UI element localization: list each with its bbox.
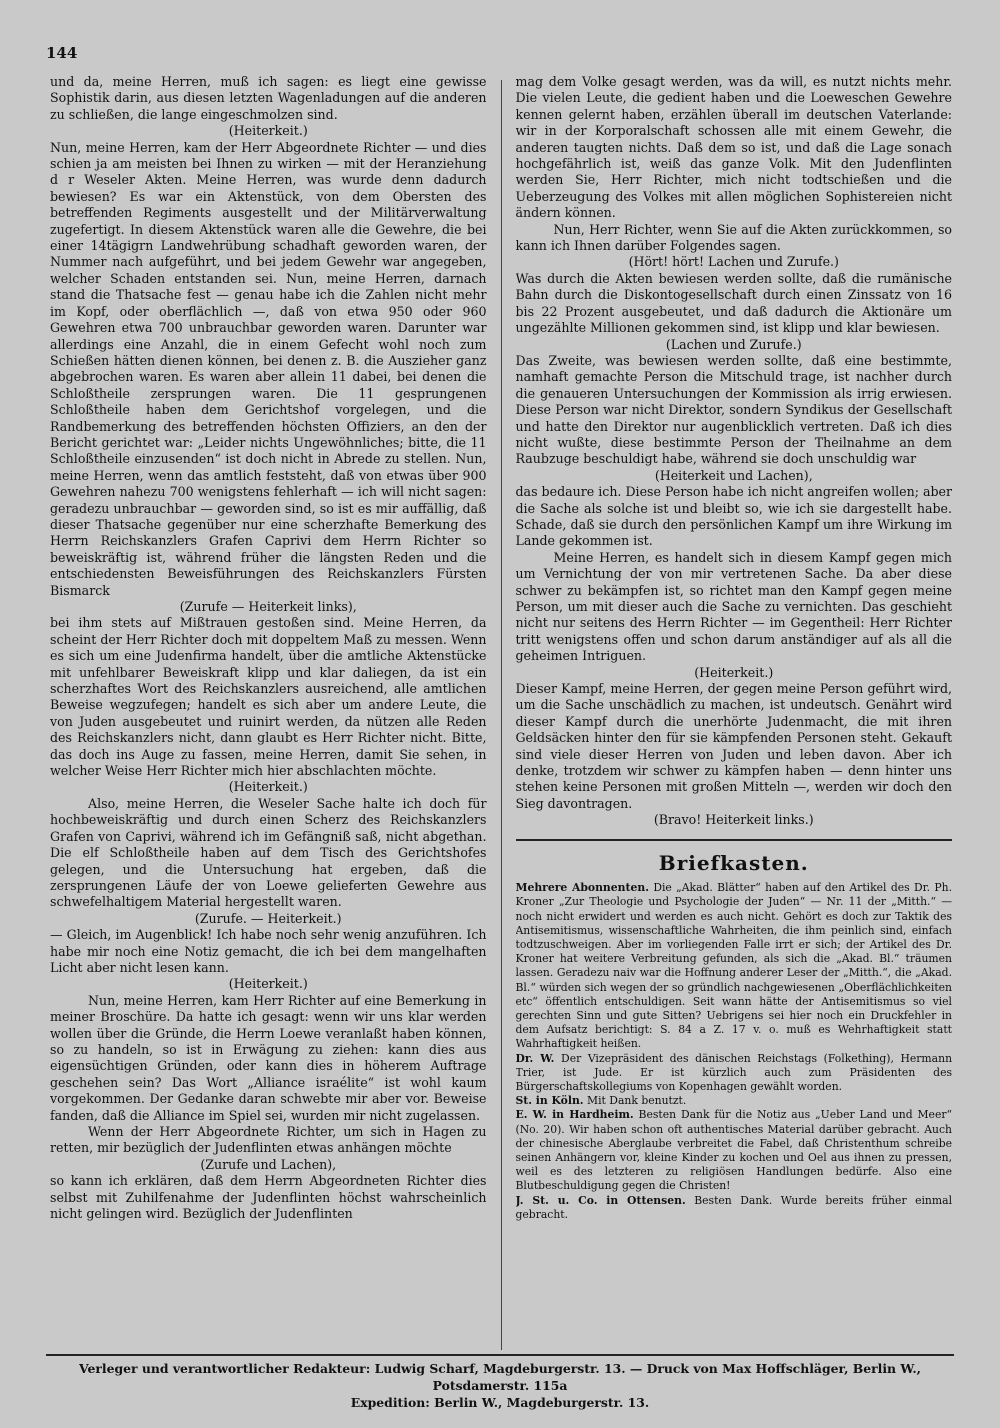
imprint-line-publisher: Verleger und verantwortlicher Redakteur: Ludwig Scharf, Magdeburgerstr. 13. — Druck von Max Hoffschläger, Berlin W., Potsdamerstr. 115a [79,1361,921,1393]
letterbox-entries [516,881,953,1222]
stage-direction: (Heiterkeit.) [228,976,308,992]
stage-direction: (Bravo! Heiterkeit links.) [653,812,814,828]
letterbox-text: Besten Dank für die Notiz aus „Ueber Land und Meer“ (No. 20). Wir haben schon oft authentisches Material darüber gebracht. Auch der chinesische Aberglaube verbreitet die Fabel, daß Christenthum schreibe seinen Anhängern vor, kleine Kinder zu kochen und Oel aus ihnen zu pressen, weil es des letzteren zu religiösen Handlungen bedürfe. Also eine Blutbeschuldigung gegen die Christen! [515,1108,953,1193]
letterbox-entry [516,881,953,1051]
letterbox-text: Besten Dank. Wurde bereits früher einmal gebracht. [515,1193,953,1221]
letterbox-text: Mit Dank benutzt. [587,1094,687,1108]
paragraph: Nun, Herr Richter, wenn Sie auf die Akten zurückkommen, so kann ich Ihnen darüber Folgendes sagen. [515,221,953,254]
page-number: 144 [46,44,78,62]
footer-rule [46,1354,954,1356]
stage-direction: (Heiterkeit.) [694,664,774,680]
letterbox-entry [516,1094,953,1108]
paragraph: Dieser Kampf, meine Herren, der gegen meine Person geführt wird, um die Sache unschädlich zu machen, ist undeutsch. Genährt wird dieser Kampf durch die unerhörte Judenmacht, die mit ihren Geldsäcken hinter den für sie kämpfenden Personen steht. Gekauft sind viele dieser Herren von Juden und leben davon. Aber ich denke, trotzdem wir schwer zu kämpfen haben — denn hinter uns stehen keine Personen mit großen Mitteln —, werden wir doch den Sieg davontragen. [515,681,953,811]
paragraph: Also, meine Herren, die Weseler Sache halte ich doch für hochbeweiskräftig und durch einen Scherz des Reichskanzlers Grafen von Caprivi, während ich im Gefängniß saß, nicht abgethan. Die elf Schloßtheile haben auf dem Tisch des Gerichtshofes gelegen, und die Untersuchung hat ergeben, daß die zersprungenen Läufe der von Loewe gelieferten Gewehre aus schwefelhaltigem Material hergestellt waren. [50,795,487,910]
imprint-footer [46,1360,954,1411]
stage-direction: (Lachen und Zurufe.) [665,336,802,352]
paragraph: bei ihm stets auf Mißtrauen gestoßen sind. Meine Herren, da scheint der Herr Richter doch mit doppeltem Maß zu messen. Wenn es sich um eine Judenfirma handelt, über die amtliche Aktenstücke mit unfehlbarer Beweiskraft klipp und klar daliegen, da ist ein scherzhaftes Wort des Reichskanzlers ausreichend, alle amtlichen Beweise wegzufegen; handelt es sich aber um andere Leute, die von Juden ausgebeutet und ruinirt werden, da nützen alle Reden des Reichskanzlers nicht, dann glaubt es Herr Richter nicht. Bitte, das doch ins Auge zu fassen, meine Herren, damit Sie sehen, in welcher Weise Herr Richter mich hier abschlachten möchte. [50,615,487,779]
speech-continuation [516,74,953,829]
letterbox-recipient: St. in Köln. [515,1094,584,1108]
paragraph: Meine Herren, es handelt sich in diesem Kampf gegen mich um Vernichtung der von mir vertretenen Sache. Da aber diese schwer zu bekämpfen ist, so richtet man den Kampf gegen meine Person, um mit dieser auch die Sache zu vernichten. Das geschieht nicht nur seitens des Herrn Richter — im Gegentheil: Herr Richter tritt wenigstens offen und schon darum anständiger auf als all die geheimen Intriguen. [515,549,953,664]
letterbox-recipient: E. W. in Hardheim. [515,1108,634,1122]
paragraph: Das Zweite, was bewiesen werden sollte, daß eine bestimmte, namhaft gemachte Person die Mitschuld trage, ist nachher durch die genaueren Untersuchungen der Kommission als irrig erwiesen. Diese Person war nicht Direktor, sondern Syndikus der Gesellschaft und hatte den Direktor nur augenblicklich vertreten. Daß ich dies nicht wußte, diese bestimmte Person der Theilnahme an dem Raubzuge beschuldigt habe, während sie doch unschuldig war [515,352,953,467]
letterbox-recipient: J. St. u. Co. in Ottensen. [515,1193,686,1207]
paragraph: — Gleich, im Augenblick! Ich habe noch sehr wenig anzuführen. Ich habe mir noch eine Notiz gemacht, die ich bei dem mangelhaften Licht aber nicht lesen kann. [50,927,487,975]
stage-direction: (Heiterkeit.) [228,779,308,795]
stage-direction: (Hört! hört! Lachen und Zurufe.) [628,254,839,270]
stage-direction: (Zurufe. — Heiterkeit.) [194,910,342,926]
paragraph: und da, meine Herren, muß ich sagen: es liegt eine gewisse Sophistik darin, aus diesen letzten Wagenladungen auf die anderen zu schließen, die lange eingeschmolzen sind. [50,74,487,122]
paragraph: Nun, meine Herren, kam Herr Richter auf eine Bemerkung in meiner Broschüre. Da hatte ich gesagt: wenn wir uns klar werden wollen über die Gründe, die Herrn Loewe veranlaßt haben können, so zu handeln, so ist in Erwägung zu ziehen: kann dies aus eigensüchtigen Gründen, oder kann dies in höherem Auftrage geschehen sein? Das Wort „Alliance israélite“ ist wohl kaum vorgekommen. Der Gedanke daran schwebte mir aber vor. Beweise fanden, daß die Alliance im Spiel sei, wurden mir nicht zugelassen. [50,992,487,1123]
letterbox-entry [516,1108,953,1193]
stage-direction: (Zurufe und Lachen), [200,1156,337,1172]
stage-direction: (Heiterkeit.) [228,123,308,139]
text-columns [50,74,952,1350]
letterbox-text: Der Vizepräsident des dänischen Reichstags (Folkething), Hermann Trier, ist Jude. Er ist kürzlich auch zum Präsidenten des Bürgerschaftskollegiums von Kopenhagen gewählt worden. [515,1051,953,1093]
paragraph: mag dem Volke gesagt werden, was da will, es nutzt nichts mehr. Die vielen Leute, die gedient haben und die Loeweschen Gewehre kennen gelernt haben, erzählen überall im deutschen Vaterlande: wir in der Korporalschaft schossen alle mit einem Gewehr, die anderen taugten nichts. Daß dem so ist, und daß die Lage sonach hochgefährlich ist, weiß das ganze Volk. Mit den Judenflinten werden Sie, Herr Richter, mich nicht todtschießen und die Ueberzeugung des Volkes mit allen möglichen Sophistereien nicht ändern können. [515,74,953,221]
stage-direction: (Heiterkeit und Lachen), [654,467,813,483]
paragraph: Wenn der Herr Abgeordnete Richter, um sich in Hagen zu retten, mir bezüglich der Judenflinten etwas anhängen möchte [50,1124,487,1156]
letterbox-entry [516,1194,953,1222]
paragraph: das bedaure ich. Diese Person habe ich nicht angreifen wollen; aber die Sache als solche ist und bleibt so, wie ich sie dargestellt habe. Schade, daß sie durch den persönlichen Kampf um ihre Wirkung im Lande gekommen ist. [515,484,953,549]
section-rule [516,839,953,841]
paragraph: Was durch die Akten bewiesen werden sollte, daß die rumänische Bahn durch die Diskontogesellschaft durch einen Zinssatz von 16 bis 22 Prozent ausgebeutet, und daß dadurch die Aktionäre um ungezählte Millionen gekommen sind, ist klipp und klar bewiesen. [515,270,953,336]
imprint-line-expedition: Expedition: Berlin W., Magdeburgerstr. 13. [350,1395,650,1410]
letterbox-entry [516,1052,953,1095]
letterbox-text: Die „Akad. Blätter“ haben auf den Artikel des Dr. Ph. Kroner „Zur Theologie und Psychologie der Juden“ — Nr. 11 der „Mitth.“ — noch nicht erwidert und werden es auch nicht. Gehört es doch zur Taktik des Antisemitismus, wissenschaftliche Wahrheiten, die ihm peinlich sind, einfach todtzuschweigen. Aber im vorliegenden Falle irrt er sich; der Artikel des Dr. Kroner hat weitere Verbreitung gefunden, als sich die „Akad. Bl.“ träumen lassen. Geradezu naiv war die Hoffnung anderer Leser der „Mitth.“, die „Akad. Bl.“ würden sich wegen der so gründlich nachgewiesenen „Oberflächlichkeiten etc“ öffentlich entschuldigen. Seit wann hätte der Antisemitismus so viel gerechten Sinn und gute Sitten? Uebrigens sei hier noch ein Druckfehler in dem Aufsatz berichtigt: S. 84 a Z. 17 v. o. muß es Wehrhaftigkeit statt Wahrhaftigkeit heißen. [515,881,953,1051]
paragraph: so kann ich erklären, daß dem Herrn Abgeordneten Richter dies selbst mit Zuhilfenahme der Judenflinten höchst wahrscheinlich nicht gelingen wird. Bezüglich der Judenflinten [50,1173,487,1222]
stage-direction: (Zurufe — Heiterkeit links), [179,599,357,614]
letterbox-title: Briefkasten. [658,850,809,875]
paragraph: Nun, meine Herren, kam der Herr Abgeordnete Richter — und dies schien ja am meisten bei Ihnen zu wirken — mit der Heranziehung d r Weseler Akten. Meine Herren, was wurde denn dadurch bewiesen? Es war ein Aktenstück, von dem Obersten des betreffenden Regiments ausgestellt und der Militärverwaltung zugefertigt. In diesem Aktenstück waren alle die Gewehre, die bei einer 14tägigrn Landwehrübung schadhaft geworden waren, der Nummer nach aufgeführt, und bei jedem Gewehr war angegeben, welcher Schaden entstanden sei. Nun, meine Herren, darnach stand die Thatsache fest — genau habe ich die Zahlen nicht mehr im Kopf, oder oberflächlich —, daß von etwa 950 oder 960 Gewehren etwa 700 unbrauchbar geworden waren. Darunter war allerdings eine Anzahl, die in einem Gefecht wohl noch zum Schießen hätten dienen können, bei denen z. B. die Auszieher ganz abgebrochen waren. Es waren aber allein 11 dabei, bei denen die Schloßtheile zersprungen waren. Die 11 gesprungenen Schloßtheile haben dem Gerichtshof vorgelegen, und die Randbemerkung des betreffenden höchsten Offiziers, an den der Bericht gerichtet war: „Leider nichts Ungewöhnliches; bitte, die 11 Schloßtheile einzusenden“ ist doch nicht in Abrede zu stellen. Nun, meine Herren, wenn das amtlich feststeht, daß von etwas über 900 Gewehren nahezu 700 wenigstens fehlerhaft — ich will nicht sagen: geradezu unbrauchbar — geworden sind, so ist es mir auffällig, daß dieser Thatsache gegenüber nur eine scherzhafte Bemerkung des Herrn Reichskanzlers Grafen Caprivi dem Herrn Richter so beweiskräftig ist, während früher die längsten Reden und die entschiedensten Beweisführungen des Reichskanzlers Fürsten Bismarck [50,139,487,598]
right-column [516,74,953,1350]
letterbox-recipient: Mehrere Abonnenten. [515,881,649,895]
letterbox-recipient: Dr. W. [515,1051,555,1065]
column-divider [501,80,502,1350]
left-column [50,74,487,1350]
